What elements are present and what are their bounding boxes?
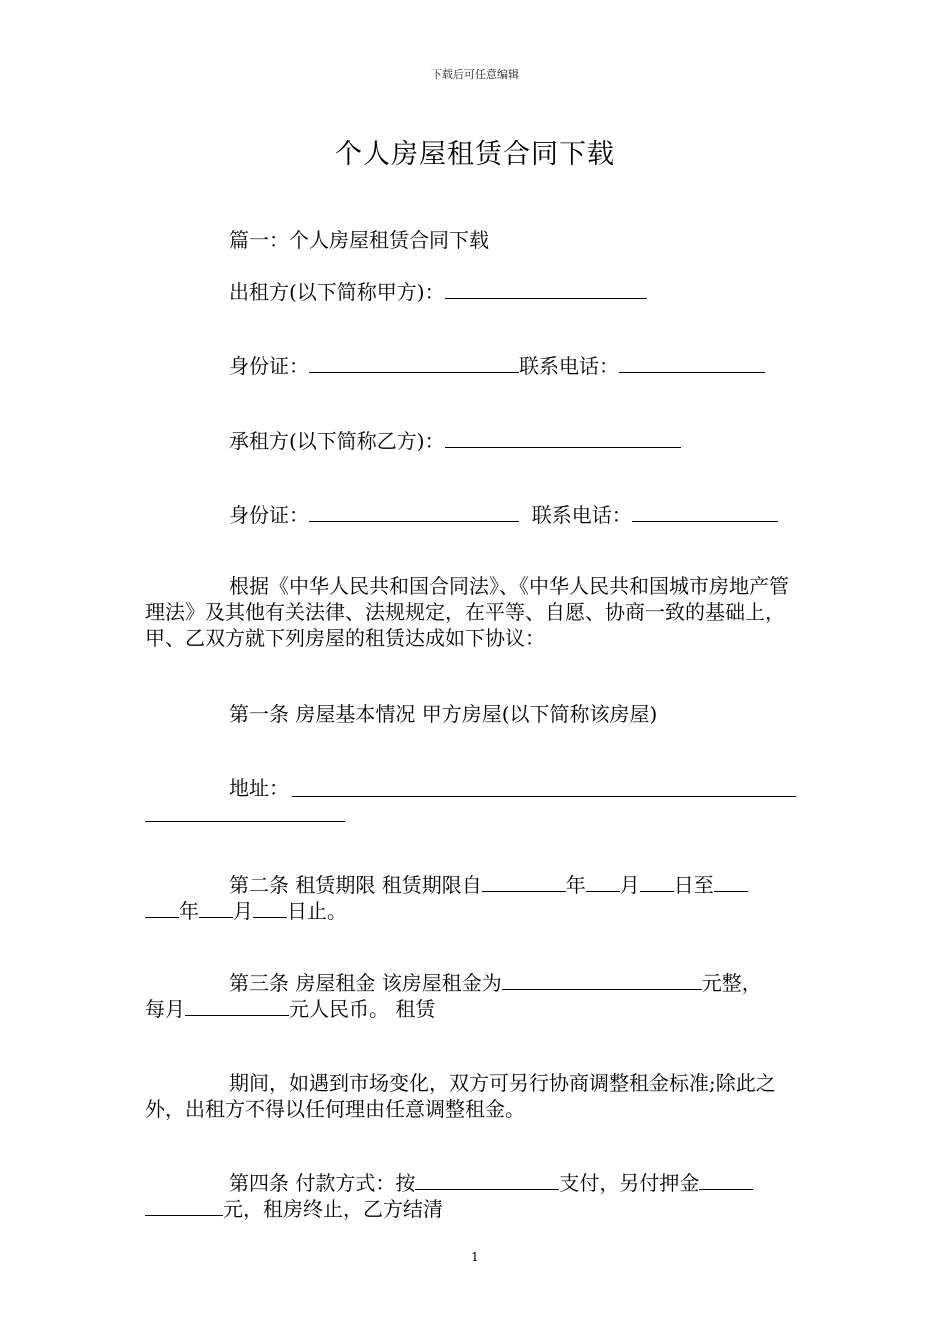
address-blank-1 — [292, 796, 796, 797]
article-2 — [145, 872, 800, 924]
start-day-blank — [640, 873, 674, 892]
rent-amount-blank — [502, 971, 702, 990]
preamble-paragraph — [145, 573, 800, 651]
rent-adjust-text: 期间，如遇到市场变化，双方可另行协商调整租金标准;除此之外，出租方不得以任何理由任意调整租金。 — [145, 1071, 776, 1121]
month-label: 月 — [619, 873, 640, 897]
page-number: 1 — [471, 1250, 479, 1264]
article-2-prefix: 第二条 租赁期限 租赁期限自 — [229, 873, 482, 897]
lessee-id-label: 身份证： — [229, 503, 309, 527]
preamble-text: 根据《中华人民共和国合同法》、《中华人民共和国城市房地产管理法》及其他有关法律、法规规定，在平等、自愿、协商一致的基础上，甲、乙双方就下列房屋的租赁达成如下协议： — [145, 574, 789, 650]
chapter-heading: 篇一：个人房屋租赁合同下载 — [229, 228, 489, 252]
lessee-phone-blank — [632, 503, 778, 522]
deposit-blank-b — [145, 1197, 223, 1216]
year2-label: 年 — [179, 899, 199, 923]
article-3 — [145, 970, 800, 1022]
lessee-blank — [445, 429, 681, 448]
start-year-blank — [482, 873, 566, 892]
address-label: 地址： — [229, 776, 289, 800]
article-1: 第一条 房屋基本情况 甲方房屋(以下简称该房屋) — [229, 702, 658, 726]
start-month-blank — [586, 873, 620, 892]
article-4-tail: 元，租房终止，乙方结清 — [223, 1197, 443, 1221]
article-4-prefix: 第四条 付款方式：按 — [229, 1171, 416, 1195]
end-month-blank — [199, 899, 233, 918]
day-to-label: 日至 — [673, 873, 714, 897]
end-day-blank — [253, 899, 287, 918]
lessee-id-blank — [309, 503, 519, 522]
monthly-label: 每月 — [145, 997, 185, 1021]
lessor-id-blank — [309, 354, 519, 373]
lessor-label: 出租方(以下简称甲方)： — [229, 280, 445, 304]
lessee-label: 承租方(以下简称乙方)： — [229, 429, 445, 453]
address-blank-2 — [145, 821, 345, 822]
month2-label: 月 — [233, 899, 253, 923]
payment-method-blank — [415, 1171, 559, 1190]
lessor-phone-label: 联系电话： — [519, 354, 619, 378]
yuan-label: 元整， — [701, 971, 762, 995]
header-note: 下载后可任意编辑 — [431, 68, 519, 81]
rmb-label: 元人民币。 租赁 — [289, 997, 436, 1021]
article-4 — [145, 1170, 800, 1222]
rent-adjust-paragraph — [145, 1070, 800, 1122]
lessor-phone-blank — [619, 354, 765, 373]
pay-label: 支付，另付押金 — [559, 1171, 700, 1195]
lessee-phone-label: 联系电话： — [531, 503, 632, 527]
deposit-blank-a — [699, 1171, 753, 1190]
lessor-blank — [445, 280, 647, 299]
end-year-blank-b — [145, 899, 179, 918]
monthly-amount-blank — [185, 997, 289, 1016]
lessor-line — [229, 276, 647, 305]
document-title: 个人房屋租赁合同下载 — [335, 139, 615, 170]
lessor-id-label: 身份证： — [229, 354, 309, 378]
lessee-id-line — [229, 499, 778, 528]
address-line — [229, 772, 289, 801]
day-end-label: 日止。 — [287, 899, 347, 923]
year-label: 年 — [565, 873, 586, 897]
end-year-blank-a — [714, 873, 748, 892]
lessor-id-line — [229, 350, 765, 379]
lessee-line — [229, 425, 681, 454]
article-3-prefix: 第三条 房屋租金 该房屋租金为 — [229, 971, 502, 995]
